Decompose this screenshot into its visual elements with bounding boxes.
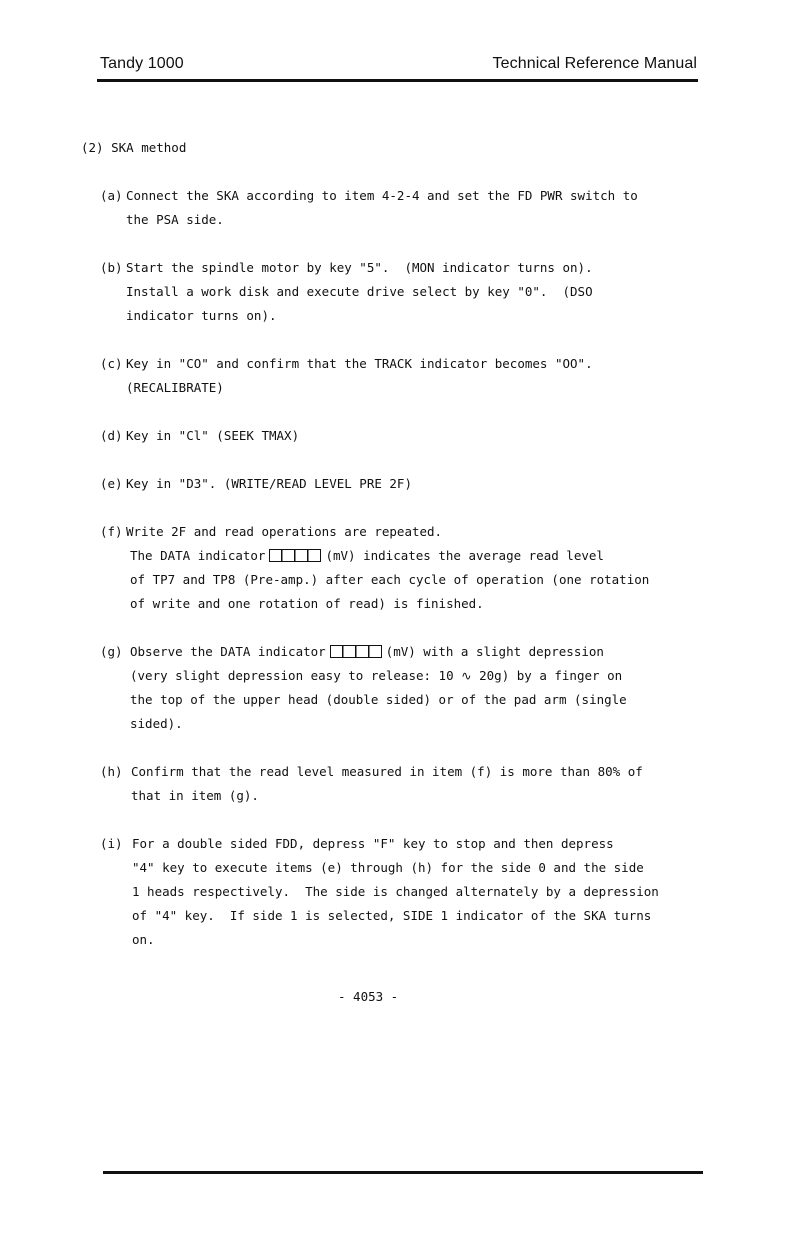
step-marker: (b) xyxy=(100,260,123,275)
step-i xyxy=(100,836,659,947)
step-line: Install a work disk and execute drive select by key "0". (DSO xyxy=(126,284,593,299)
header-rule xyxy=(97,79,698,82)
step-marker: (e) xyxy=(100,476,123,491)
step-marker: (c) xyxy=(100,356,123,371)
step-line: For a double sided FDD, depress "F" key to stop and then depress xyxy=(132,836,614,851)
section-title: (2) SKA method xyxy=(81,140,187,155)
step-line: Key in "Cl" (SEEK TMAX) xyxy=(126,428,300,443)
step-text: (mV) indicates the average read level xyxy=(325,548,604,563)
step-line: indicator turns on). xyxy=(126,308,277,323)
step-text: (mV) with a slight depression xyxy=(385,644,604,659)
data-indicator-icon xyxy=(269,549,321,562)
step-marker: (i) xyxy=(100,836,123,851)
step-line: Start the spindle motor by key "5". (MON indicator turns on). xyxy=(126,260,593,275)
data-indicator-icon xyxy=(330,645,382,658)
step-line: Write 2F and read operations are repeated. xyxy=(126,524,443,539)
step-marker: (g) xyxy=(100,644,123,659)
step-line: of TP7 and TP8 (Pre-amp.) after each cycle of operation (one rotation xyxy=(130,572,650,587)
step-line: Key in "D3". (WRITE/READ LEVEL PRE 2F) xyxy=(126,476,412,491)
step-e xyxy=(100,476,412,521)
step-line: of write and one rotation of read) is finished. xyxy=(130,596,484,611)
step-marker: (d) xyxy=(100,428,123,443)
step-line: 1 heads respectively. The side is changed alternately by a depression xyxy=(132,884,659,899)
step-line: Key in "CO" and confirm that the TRACK indicator becomes "OO". xyxy=(126,356,593,371)
step-c xyxy=(100,356,593,416)
step-line: "4" key to execute items (e) through (h) for the side 0 and the side xyxy=(132,860,644,875)
step-line: on. xyxy=(132,932,155,947)
step-line: Connect the SKA according to item 4-2-4 and set the FD PWR switch to xyxy=(126,188,638,203)
step-g xyxy=(100,644,627,734)
step-f xyxy=(100,524,650,614)
page-number: - 4053 - xyxy=(338,989,399,1004)
step-line: (RECALIBRATE) xyxy=(126,380,224,395)
step-line: sided). xyxy=(130,716,183,731)
running-header-left: Tandy 1000 xyxy=(100,55,184,72)
step-text: Observe the DATA indicator xyxy=(130,644,326,659)
step-marker: (f) xyxy=(100,524,123,539)
step-line: Confirm that the read level measured in item (f) is more than 80% of xyxy=(131,764,643,779)
step-line: the PSA side. xyxy=(126,212,224,227)
step-a xyxy=(100,188,638,248)
step-marker: (a) xyxy=(100,188,123,203)
step-b xyxy=(100,260,593,335)
step-h xyxy=(100,764,643,824)
running-header-right: Technical Reference Manual xyxy=(492,55,697,72)
step-line: the top of the upper head (double sided) or of the pad arm (single xyxy=(130,692,627,707)
step-line: (very slight depression easy to release: 10 ∿ 20g) by a finger on xyxy=(130,668,623,683)
step-marker: (h) xyxy=(100,764,123,779)
step-line-with-indicator xyxy=(130,644,604,659)
footer-rule xyxy=(103,1171,703,1174)
step-line: that in item (g). xyxy=(131,788,259,803)
step-line: of "4" key. If side 1 is selected, SIDE 1 indicator of the SKA turns xyxy=(132,908,652,923)
step-d xyxy=(100,428,300,473)
step-line-with-indicator xyxy=(130,548,604,563)
step-text: The DATA indicator xyxy=(130,548,266,563)
